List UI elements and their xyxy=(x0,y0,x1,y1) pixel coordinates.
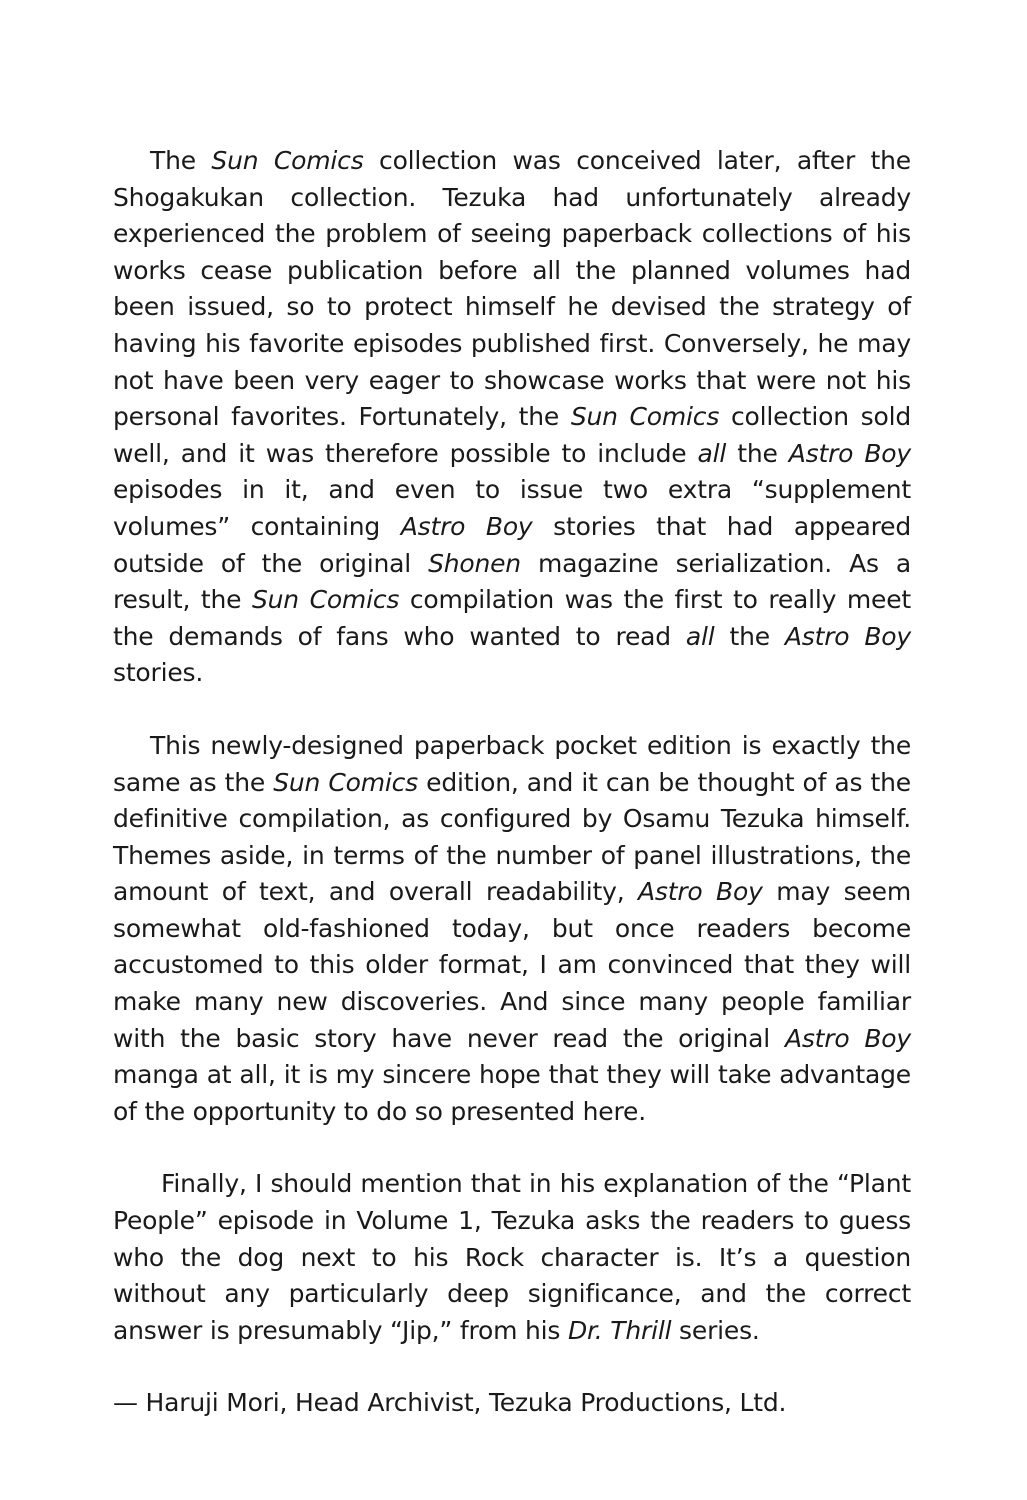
paragraph-text: the xyxy=(726,438,789,468)
paragraph-text: may seem somewhat old-fashioned today, but once readers become accustomed to this older format, I am convinced that they will make many new discoveries. And since many people familiar with the basic story have never read the original xyxy=(113,877,911,1053)
paragraph-text: edition, and it can be thought of as the definitive compilation, as configured by Osamu Tezuka himself. Themes aside, in terms of the number of panel illustrations, the amount of text, and overall readability, xyxy=(113,767,911,907)
paragraph-text: compilation was the first to really meet the demands of fans who wanted to read xyxy=(113,585,912,651)
paragraph-2 xyxy=(113,728,911,1131)
italic-title-text: Sun Comics xyxy=(211,146,364,175)
paragraph-1 xyxy=(113,143,911,692)
paragraph-text: the xyxy=(714,621,785,651)
italic-title-text: Dr. Thrill xyxy=(567,1315,672,1345)
paragraph-text: episodes in it, and even to issue two extra “supplement volumes” containing xyxy=(113,475,911,541)
italic-title-text: Astro Boy xyxy=(784,621,911,651)
paragraph-text: This newly-designed paperback pocket edition is exactly the same as the xyxy=(113,730,911,797)
paragraph-text: stories. xyxy=(113,658,204,688)
paragraph-text: manga at all, it is my sincere hope that they will take advantage of the opportunity to do so presented here. xyxy=(113,1060,911,1126)
italic-title-text: all xyxy=(697,438,727,468)
italic-title-text: Astro Boy xyxy=(400,511,533,541)
paragraph-text: stories that had appeared outside of the original xyxy=(113,511,911,578)
paragraph-text: series. xyxy=(671,1315,760,1345)
paragraph-text: Finally, I should mention that in his explanation of the “Plant People” episode in Volume 1, Tezuka asks the readers to guess who the dog next to his Rock character is. It’s a question without any particularly deep significance, and the correct answer is presumably “Jip,” from his xyxy=(113,1169,911,1345)
italic-title-text: Astro Boy xyxy=(788,438,911,468)
italic-title-text: Sun Comics xyxy=(251,585,400,615)
italic-title-text: Sun Comics xyxy=(273,767,418,797)
paragraph-text: collection was conceived later, after the Shogakukan collection. Tezuka had unfortunately already experienced the problem of seeing paperback collections of his works cease publication before all the planned volumes had been issued, so to protect himself he devised the strategy of having his favorite episodes published first. Conversely, he may not have been very eager to showcase works that were not his personal favorites. Fortunately, the xyxy=(113,146,911,432)
paragraph-text: The xyxy=(150,146,212,175)
italic-title-text: all xyxy=(685,621,715,651)
italic-title-text: Shonen xyxy=(428,548,521,578)
italic-title-text: Sun Comics xyxy=(570,402,720,432)
italic-title-text: Astro Boy xyxy=(784,1023,911,1053)
italic-title-text: Astro Boy xyxy=(637,877,763,907)
paragraph-text: magazine serialization. As a result, the xyxy=(113,548,911,615)
author-signature: — Haruji Mori, Head Archivist, Tezuka Productions, Ltd. xyxy=(113,1388,787,1418)
essay-page xyxy=(113,143,911,1422)
paragraph-3 xyxy=(113,1166,911,1349)
paragraph-text: collection sold well, and it was therefore possible to include xyxy=(113,402,911,468)
